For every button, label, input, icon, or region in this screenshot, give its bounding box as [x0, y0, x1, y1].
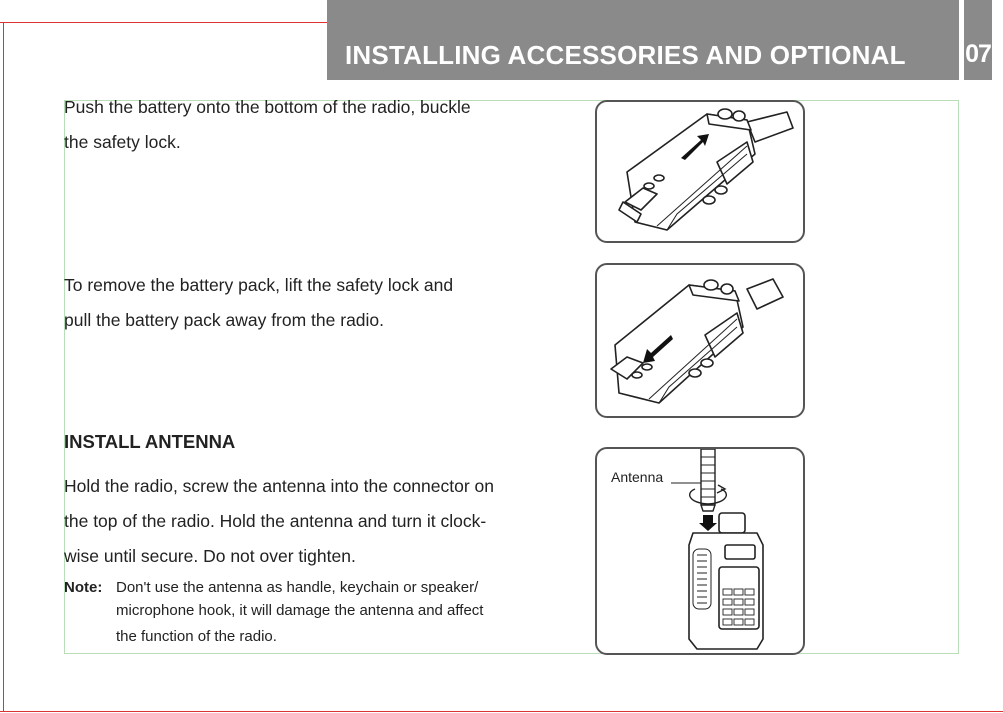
- crop-mark-left: [3, 22, 4, 712]
- text-line: the safety lock.: [64, 132, 181, 152]
- note-line: microphone hook, it will damage the antenna and affect: [116, 602, 484, 619]
- note-line: Don't use the antenna as handle, keychain or speaker/: [116, 579, 479, 596]
- crop-mark-top: [0, 22, 327, 23]
- note-label: Note:: [64, 579, 103, 596]
- text-line: Hold the radio, screw the antenna into the connector on: [64, 476, 494, 496]
- battery-install-text: [64, 90, 471, 160]
- text-line: the top of the radio. Hold the antenna and turn it clock-: [64, 511, 487, 531]
- battery-remove-illustration: [595, 263, 805, 418]
- text-line: Push the battery onto the bottom of the radio, buckle: [64, 97, 471, 117]
- text-line: pull the battery pack away from the radio.: [64, 310, 385, 330]
- antenna-callout-label: Antenna: [611, 469, 664, 485]
- page-number: 07: [965, 40, 991, 68]
- crop-mark-bottom: [0, 711, 1003, 712]
- install-antenna-heading: INSTALL ANTENNA: [64, 431, 236, 452]
- note-line: the function of the radio.: [116, 628, 277, 645]
- antenna-install-illustration: [595, 447, 805, 655]
- battery-remove-text: [64, 268, 453, 338]
- battery-attach-illustration: [595, 100, 805, 243]
- text-line: To remove the battery pack, lift the safety lock and: [64, 275, 454, 295]
- text-line: wise until secure. Do not over tighten.: [64, 546, 356, 566]
- page-title: INSTALLING ACCESSORIES AND OPTIONAL: [345, 40, 906, 70]
- antenna-instructions: [64, 469, 494, 574]
